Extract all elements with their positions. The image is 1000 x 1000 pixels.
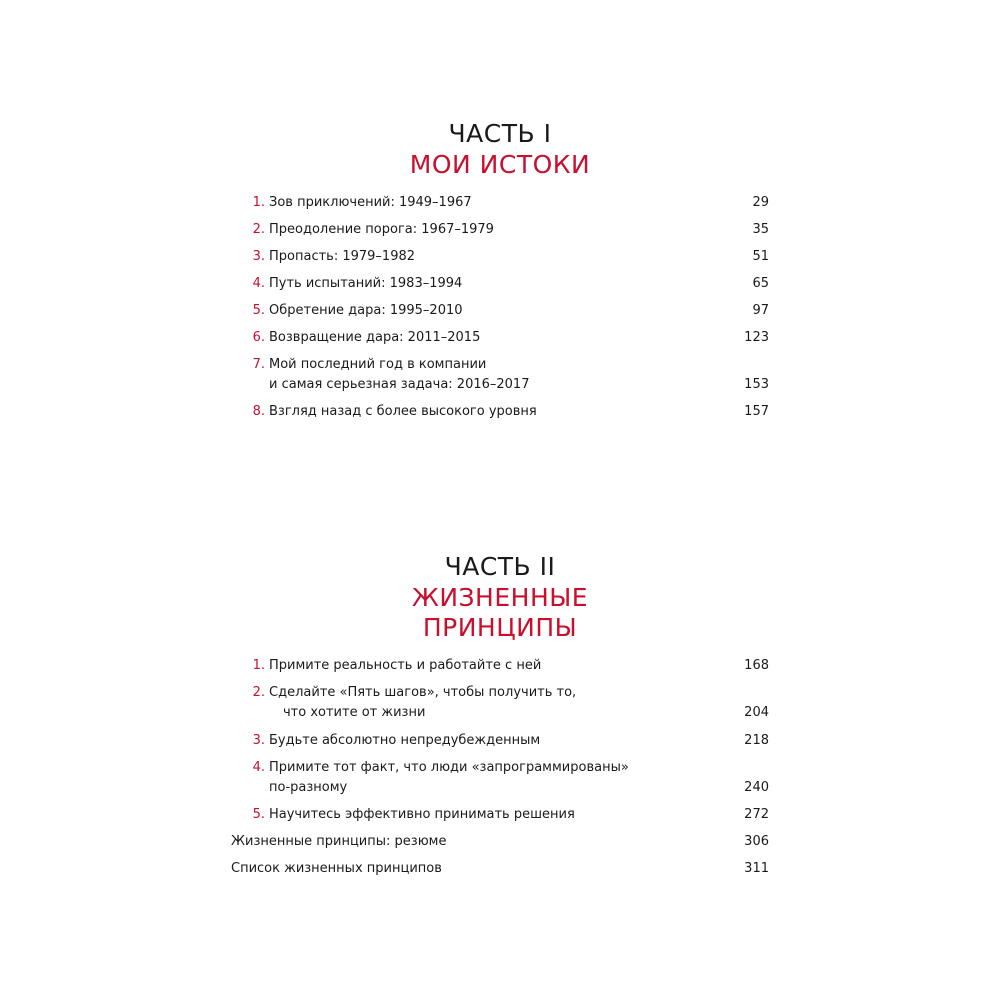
entry-page: 272 <box>744 807 769 822</box>
entry-page: 306 <box>744 834 769 849</box>
entry-page: 218 <box>744 733 769 748</box>
part1-header <box>0 118 1000 180</box>
toc-entry[interactable] <box>0 220 1000 240</box>
entry-page: 240 <box>744 780 769 795</box>
toc-entry[interactable] <box>0 355 1000 395</box>
entry-title: Зов приключений: 1949–1967 <box>269 195 472 210</box>
entry-title-line2: по-разному <box>269 780 348 795</box>
entry-title: Будьте абсолютно непредубежденным <box>269 733 541 748</box>
part2-header <box>0 551 1000 643</box>
entry-number: 6. <box>252 330 265 345</box>
entry-page: 311 <box>744 861 769 876</box>
toc-entry[interactable] <box>0 247 1000 267</box>
entry-number: 4. <box>252 276 265 291</box>
entry-page: 97 <box>752 303 769 318</box>
part2-title-line2: ПРИНЦИПЫ <box>422 613 578 642</box>
toc-entry[interactable] <box>0 683 1000 723</box>
entry-page: 123 <box>744 330 769 345</box>
entry-title: Жизненные принципы: резюме <box>231 834 447 849</box>
entry-number: 5. <box>252 303 265 318</box>
entry-page: 153 <box>744 377 769 392</box>
entry-page: 65 <box>752 276 769 291</box>
entry-title-line1: Примите тот факт, что люди «запрограммированы» <box>269 760 629 775</box>
entry-page: 29 <box>752 195 769 210</box>
entry-title: Научитесь эффективно принимать решения <box>269 807 575 822</box>
entry-page: 35 <box>752 222 769 237</box>
entry-title: Обретение дара: 1995–2010 <box>269 303 463 318</box>
entry-page: 157 <box>744 404 769 419</box>
entry-title-line1: Мой последний год в компании <box>269 357 487 372</box>
entry-title-line1: Сделайте «Пять шагов», чтобы получить то, <box>269 685 577 700</box>
toc-entry[interactable] <box>0 328 1000 348</box>
entry-title: Взгляд назад с более высокого уровня <box>269 404 537 419</box>
entry-number: 1. <box>252 195 265 210</box>
toc-entry[interactable] <box>0 274 1000 294</box>
entry-number: 3. <box>252 733 265 748</box>
entry-title: Преодоление порога: 1967–1979 <box>269 222 494 237</box>
part1-title: МОИ ИСТОКИ <box>409 150 591 179</box>
entry-number: 4. <box>252 760 265 775</box>
entry-number: 2. <box>252 685 265 700</box>
entry-title-line2: и самая серьезная задача: 2016–2017 <box>269 377 530 392</box>
entry-title: Список жизненных принципов <box>231 861 442 876</box>
entry-number: 2. <box>252 222 265 237</box>
entry-number: 1. <box>252 658 265 673</box>
entry-page: 168 <box>744 658 769 673</box>
entry-number: 5. <box>252 807 265 822</box>
toc-entry-principles-list[interactable] <box>0 859 1000 879</box>
part2-label: ЧАСТЬ II <box>444 552 556 581</box>
entry-page: 51 <box>752 249 769 264</box>
entry-title: Возвращение дара: 2011–2015 <box>269 330 481 345</box>
entry-title: Пропасть: 1979–1982 <box>269 249 416 264</box>
part2-title-line1: ЖИЗНЕННЫЕ <box>411 583 589 612</box>
toc-entry-summary[interactable] <box>0 832 1000 852</box>
toc-entry[interactable] <box>0 656 1000 676</box>
entry-number: 7. <box>252 357 265 372</box>
entry-title: Примите реальность и работайте с ней <box>269 658 542 673</box>
toc-entry[interactable] <box>0 301 1000 321</box>
entry-number: 8. <box>252 404 265 419</box>
toc-entry[interactable] <box>0 731 1000 751</box>
toc-entry[interactable] <box>0 758 1000 798</box>
entry-page: 204 <box>744 705 769 720</box>
toc-entry[interactable] <box>0 193 1000 213</box>
part1-label: ЧАСТЬ I <box>448 119 552 148</box>
toc-entry[interactable] <box>0 402 1000 422</box>
entry-title: Путь испытаний: 1983–1994 <box>269 276 463 291</box>
toc-entry[interactable] <box>0 805 1000 825</box>
entry-title-line2: что хотите от жизни <box>283 705 426 720</box>
entry-number: 3. <box>252 249 265 264</box>
